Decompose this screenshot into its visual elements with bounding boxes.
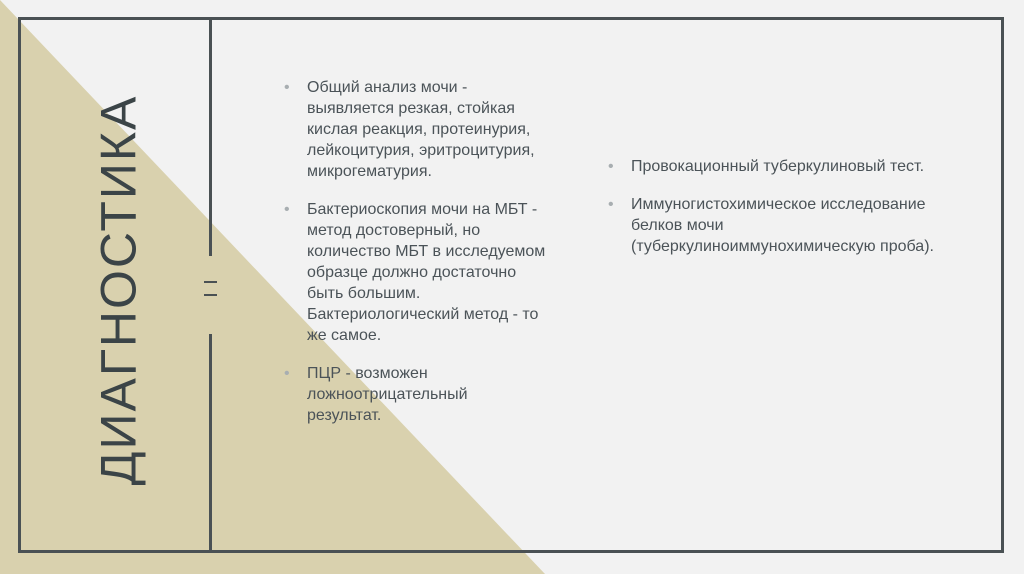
bullet-item: • Общий анализ мочи - выявляется резкая, стойкая кислая реакция, протеинурия, лейкоцитурия, эритроцитурия, микрогематурия. — [284, 77, 546, 182]
bullet-item: • ПЦР - возможен ложноотрицательный результат. — [284, 363, 546, 426]
bullet-item: • Иммуногистохимическое исследование белков мочи (туберкулиноиммунохимическую проба). — [608, 194, 938, 257]
bullet-item: • Бактериоскопия мочи на МБТ - метод достоверный, но количество МБТ в исследуемом образце должно достаточно быть большим. Бактериологический метод - то же самое. — [284, 199, 546, 346]
left-bullet-list — [284, 77, 546, 443]
bullet-item: • Провокационный туберкулиновый тест. — [608, 156, 938, 177]
divider-mark-top — [204, 281, 217, 283]
title-container — [78, 94, 158, 486]
divider-mark-bottom — [204, 294, 217, 296]
slide-title: ДИАГНОСТИКА — [90, 94, 147, 486]
right-bullet-list — [608, 156, 938, 274]
